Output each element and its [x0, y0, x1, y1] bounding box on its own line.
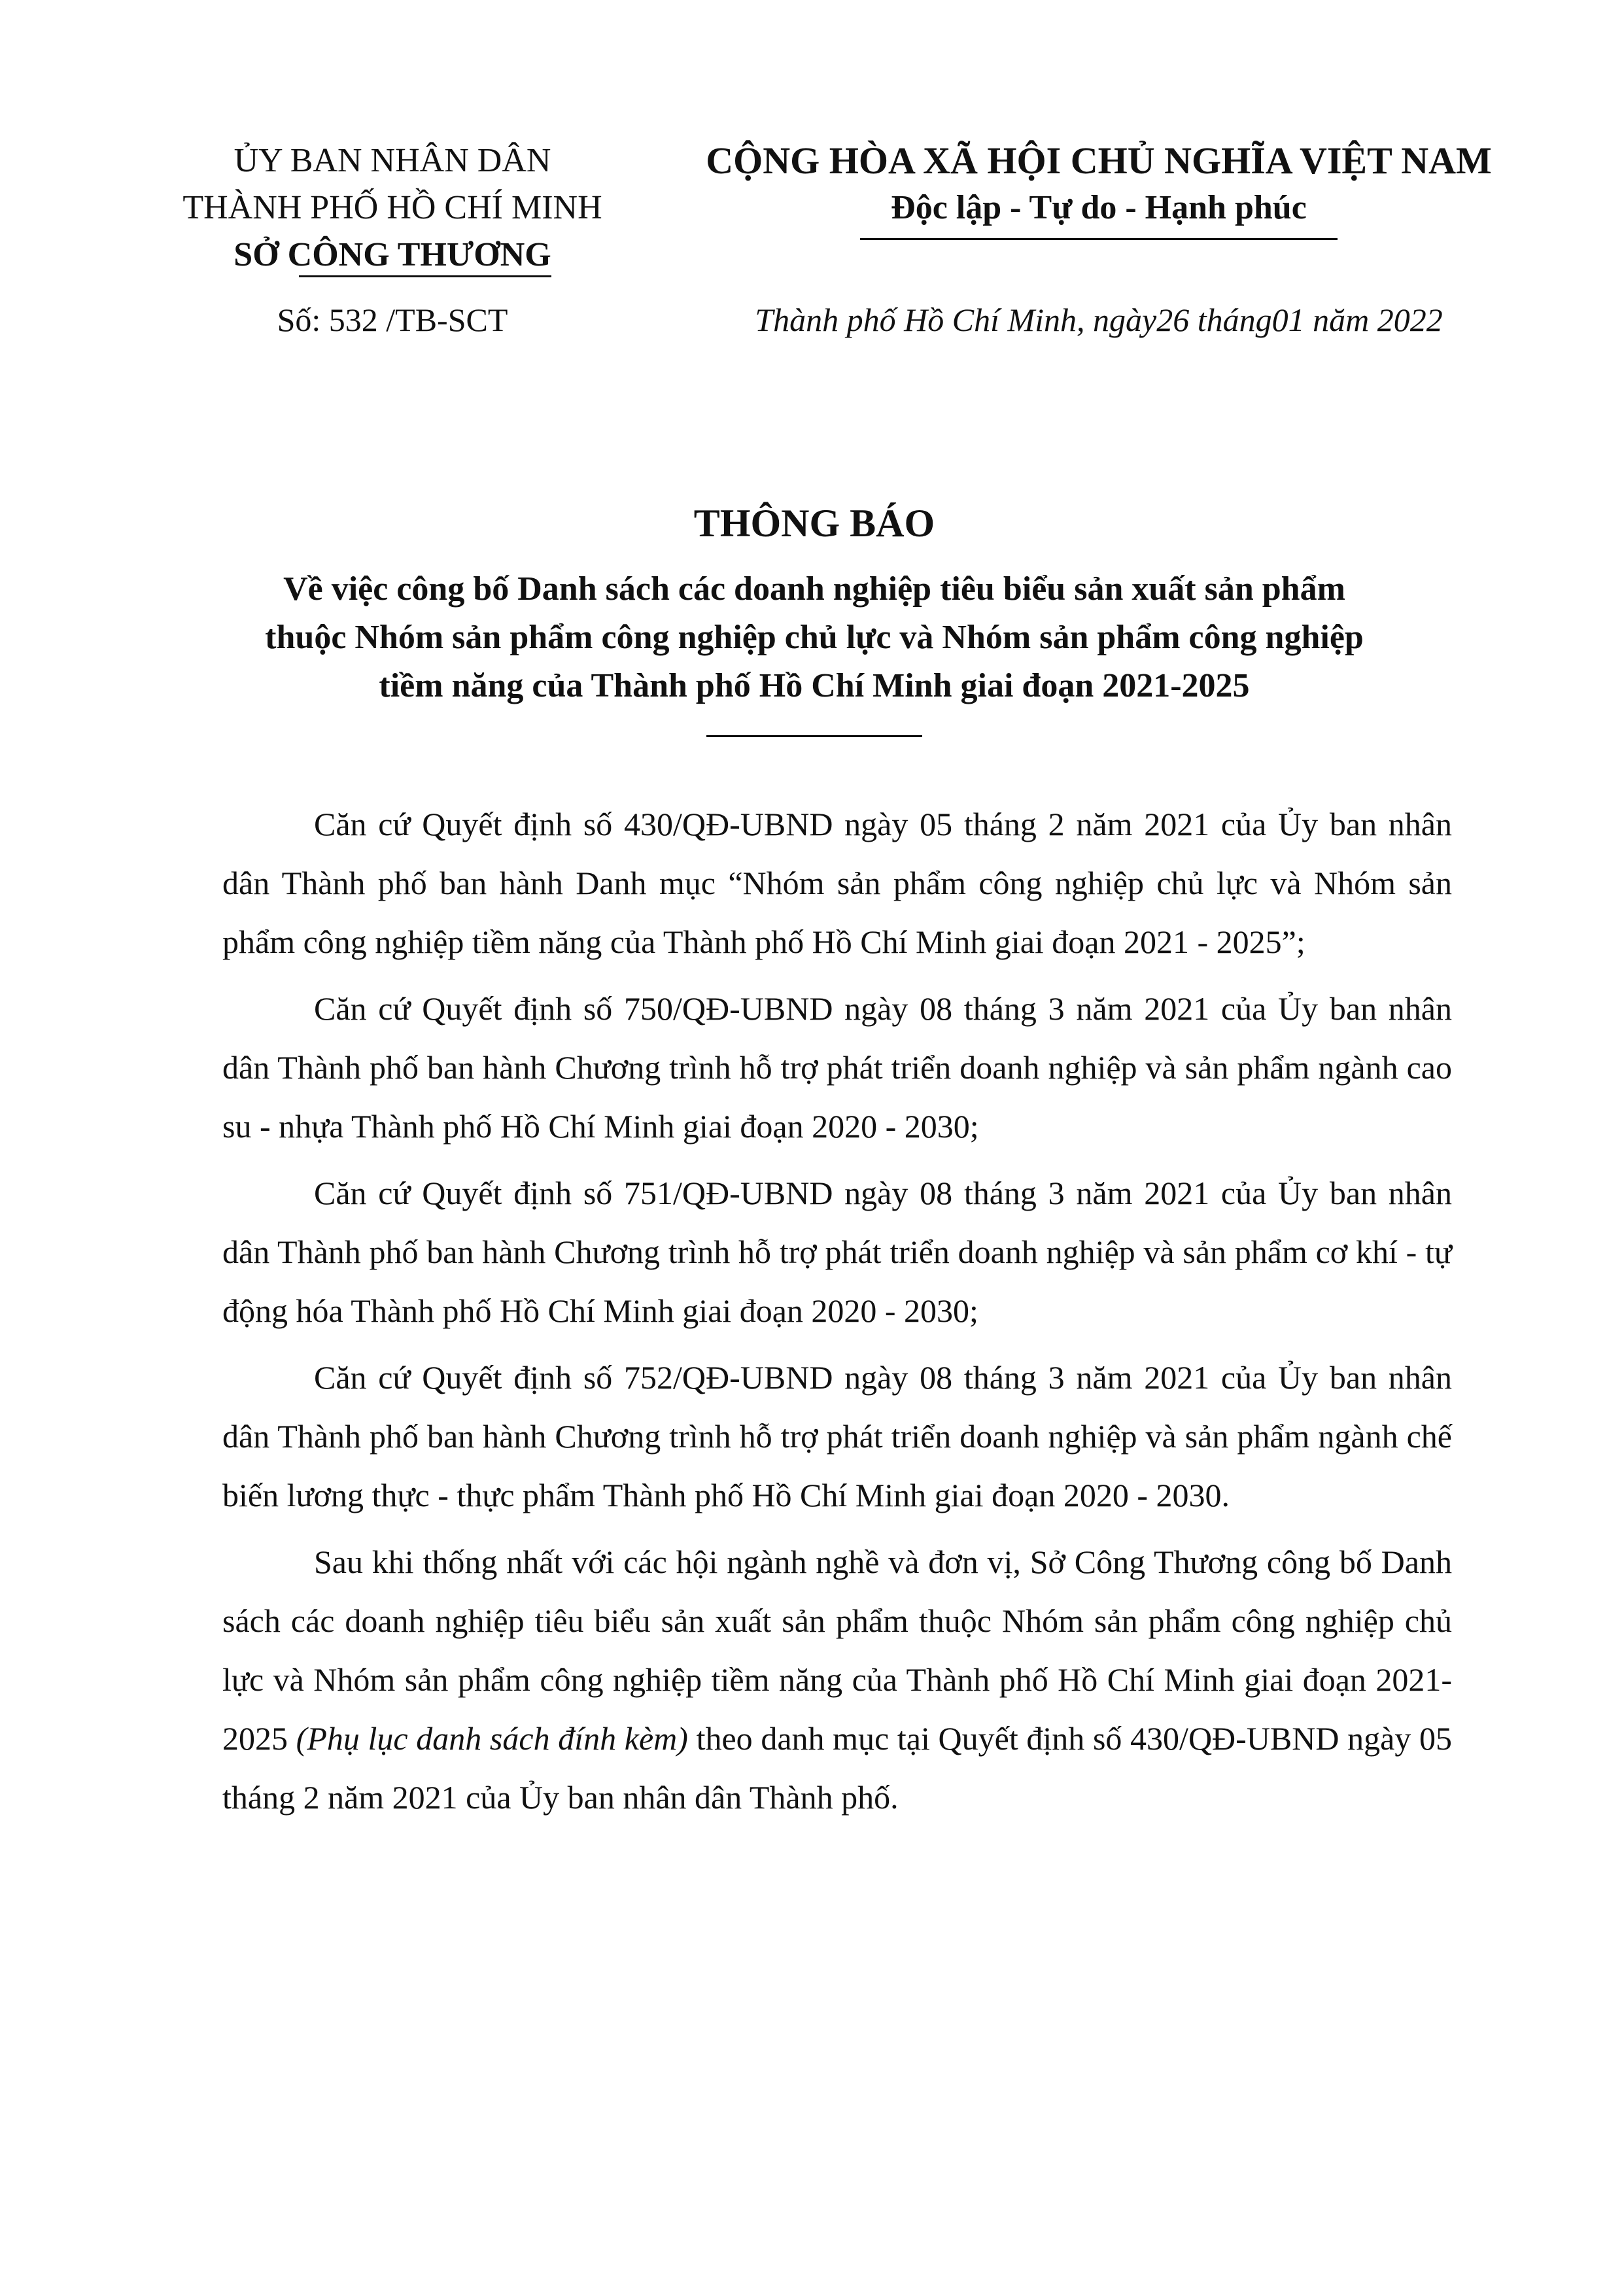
document-date: Thành phố Hồ Chí Minh, ngày26 tháng01 năm 2022 [755, 302, 1443, 338]
body-paragraph-5 [222, 1532, 1452, 1827]
agency-line-1: ỦY BAN NHÂN DÂN [233, 142, 551, 179]
agency-line-3 [131, 232, 654, 279]
motto-underline [860, 238, 1338, 240]
national-header [667, 137, 1530, 240]
body-paragraph-5-part-1: Sau khi thống nhất với các hội ngành nghề và đơn vị, Sở Công Thương công bố Danh sách các doanh nghiệp tiêu biểu sản xuất sản phẩm thuộc Nhóm sản phẩm công nghiệp chủ lực và Nhóm sản phẩm công nghiệp tiềm năng của Thành phố Hồ Chí Minh giai đoạn 2021-2025 [222, 1544, 1452, 1757]
title-subject-line-2: thuộc Nhóm sản phẩm công nghiệp chủ lực và Nhóm sản phẩm công nghiệp [265, 619, 1364, 656]
agency-line-2: THÀNH PHỐ HỒ CHÍ MINH [182, 189, 602, 226]
body-paragraph-2: Căn cứ Quyết định số 750/QĐ-UBND ngày 08 tháng 3 năm 2021 của Ủy ban nhân dân Thành phố ban hành Chương trình hỗ trợ phát triển doanh nghiệp và sản phẩm ngành cao su - nhựa Thành phố Hồ Chí Minh giai đoạn 2020 - 2030; [222, 990, 1452, 1145]
title-subject-line-3: tiềm năng của Thành phố Hồ Chí Minh giai đoạn 2021-2025 [379, 667, 1250, 704]
nation-name: CỘNG HÒA XÃ HỘI CHỦ NGHĨA VIỆT NAM [706, 139, 1492, 182]
body-paragraph-3: Căn cứ Quyết định số 751/QĐ-UBND ngày 08 tháng 3 năm 2021 của Ủy ban nhân dân Thành phố ban hành Chương trình hỗ trợ phát triển doanh nghiệp và sản phẩm cơ khí - tự động hóa Thành phố Hồ Chí Minh giai đoạn 2020 - 2030; [222, 1175, 1452, 1329]
document-body [222, 795, 1452, 1835]
agency-underline [299, 275, 551, 277]
body-paragraph-4: Căn cứ Quyết định số 752/QĐ-UBND ngày 08 tháng 3 năm 2021 của Ủy ban nhân dân Thành phố ban hành Chương trình hỗ trợ phát triển doanh nghiệp và sản phẩm ngành chế biến lương thực - thực phẩm Thành phố Hồ Chí Minh giai đoạn 2020 - 2030. [222, 1359, 1452, 1513]
body-paragraph-1: Căn cứ Quyết định số 430/QĐ-UBND ngày 05 tháng 2 năm 2021 của Ủy ban nhân dân Thành phố ban hành Danh mục “Nhóm sản phẩm công nghiệp chủ lực và Nhóm sản phẩm công nghiệp tiềm năng của Thành phố Hồ Chí Minh giai đoạn 2021 - 2025”; [222, 806, 1452, 960]
document-title [196, 497, 1432, 737]
agency-name-underlined [233, 232, 551, 279]
title-heading: THÔNG BÁO [693, 502, 935, 545]
title-subject-line-1: Về việc công bố Danh sách các doanh nghiệp tiêu biểu sản xuất sản phẩm [283, 570, 1345, 608]
nation-motto: Độc lập - Tự do - Hạnh phúc [891, 189, 1307, 226]
agency-line-3-text: SỞ CÔNG THƯƠNG [233, 236, 551, 273]
title-divider [706, 735, 922, 737]
document-number: Số: 532 /TB-SCT [277, 302, 508, 338]
body-paragraph-5-part-2: theo danh mục tại Quyết định số 430/QĐ-UBND ngày 05 tháng 2 năm 2021 của Ủy ban nhân dân Thành phố. [222, 1720, 1452, 1816]
appendix-note: (Phụ lục danh sách đính kèm) [296, 1720, 688, 1757]
issuing-agency [131, 137, 654, 279]
